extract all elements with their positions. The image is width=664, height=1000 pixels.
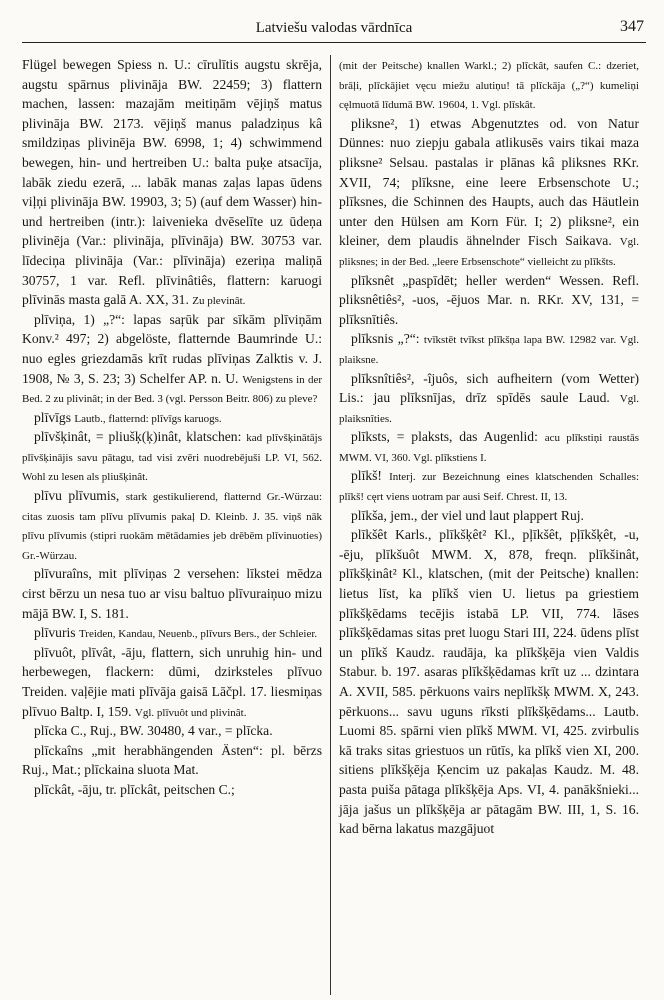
entry-text: plīkšêt Karls., plīkšķêt² Kl., pļīkšêt, pļīkšķêt, -u, -ēju, plīkšuôt MWM. X, 878, freqn. plīkšinât, plīkšķinât² Kl., klatschen, (mit der Peitsche) knallen: lietus līst, ka plīkš vien U. lietus pa griestiem plīkšķēdams tecējis istabā LP. VII, 774. lāses plīkšķēdamas sitas pret luogu Stari III, 224. ūdens plīst un plīkš Kaudz. raudāja, ka plīkšķēja vien Valdis Stabur. b. 197. asaras plīkšķēdamas krīt uz ... dzintara A. XVII, 585. pērkuons vairs neplīkšķ MWM. X, 243. pērkuons... savu uguns rīksti plīkšķēdams... Lautb. Luomi 85. spārni vien plīkš MWM. VI, 425. zvirbulis kā traks sitas griestuos un rūtīs, ka plīkš vien XI, 200. sitiens plīkšķēja Ķencim uz pakaļas Kaudz. M. 48. pasta puiša pātaga plīkšķēja Aps. VI, 4. panākšniekі... jāja jašus un plīkšķēja ar pātagām BW. III, 1, S. 16. kad bērna lakatus mazgājuot	[339, 527, 639, 837]
entry-note: kad plīvšķinātājs plīvšķinājis savu pātagu, tad visi zvēri nuodrebējuši LP. VI, 562. Wohl zu lesen als pliušķinât.	[22, 432, 323, 484]
entry-text: plīvuraîns, mit plīviņas 2 versehen: līkstei mēdza cirst bērzu un nesa tuo ar visu baltuo plīvuraiņuo mizu mājā BW. I, S. 181.	[22, 566, 322, 621]
right-column	[330, 55, 639, 995]
entry-text: plīkša, jem., der viel und laut plappert Ruj.	[351, 507, 584, 523]
entry-note: Wenigstens in der Bed. 2 zu plivinât; in der Bed. 3 (vgl. Persson Beitr. 806) zu pleve?	[22, 373, 322, 406]
entry-text: plīksnis „?“:	[351, 331, 420, 347]
columns	[22, 55, 646, 995]
entry-pliksket	[339, 525, 639, 839]
entry-text: plīksnîtiês², -îjuôs, sich aufheitern (vom Wetter) Lis.: jau plīksnījas, drīz spīdēs saule Laud.	[339, 370, 639, 406]
entry-text: plīkš!	[351, 468, 382, 484]
left-column	[22, 55, 330, 995]
entry-plivurains	[22, 564, 322, 623]
entry-plickat-cont	[339, 55, 639, 114]
entry-plivskinat	[22, 427, 322, 486]
entry-pliksts	[339, 427, 639, 466]
entry-text: plīckaîns „mit herabhängenden Ästen“: pl. bērzs Ruj., Mat.; plīckaina sluota Mat.	[22, 742, 322, 778]
entry-pliksa	[339, 506, 639, 526]
entry-plivuris	[22, 623, 322, 643]
entry-plivu-plivumis	[22, 486, 322, 564]
entry-plickat	[22, 780, 322, 800]
entry-text: plīvuôt, plīvât, -āju, flattern, sich unruhig hin- und herbewegen, flackern: dūmi, dzirksteles plīvuo Treiden. vaļējie mati plīvāja gaisā Lāčpl. 17. liesmiņas plīvuo Baltp. I, 159.	[22, 644, 322, 719]
entry-note: Interj. zur Bezeichnung eines klatschenden Schalles: plīkš! cęrt viens uotram par ausi Seif. Chrest. II, 13.	[339, 471, 639, 504]
entry-note: Vgl. plaiksnîties.	[339, 393, 639, 425]
entry-plivigs	[22, 408, 322, 428]
entry-text: plīvšķinât, = pliušķ(ķ)inât, klatschen:	[34, 429, 242, 445]
entry-pliksnis	[339, 329, 639, 368]
entry-pliksne	[339, 114, 639, 271]
entry-pliks-interj	[339, 466, 639, 505]
entry-note: Treiden, Kandau, Neuenb., plīvurs Bers., der Schleier.	[78, 628, 318, 641]
entry-text: Flügel bewegen Spiess n. U.: cīrulītis augstu skrēja, augstu spārnus plivināja BW. 22459; 3) flattern machen, lassen: mazajām meitiņām vējiņš matus plivināja BW. 2173. vējiņš manus paladziņus kâ smildziņas plivinēja BW. 6998, 1; 4) schwimmend bewegen, hin- und hertreiben U.: balta puķe atsacīja, labāk ziedu ezerā, ... labāk manas zaļas lapas ūdens viļņi plivināja BW. 19903, 3; 5) (auf dem Wasser) hin- und hertreiben (intr.): laivenieka dvēselīte uz ūdeņa plivinēja (Var.: plivināja, plīvināja) BW. 30753 var. līdeciņa plivināja (Var.: plīvināja) ezeriņa maliņā 30757, 1 var. Refl. plīvinâtiês, flattern: karuogi plīvinās masta galā A. XX, 31.	[22, 57, 322, 308]
page-header	[22, 8, 646, 43]
entry-note: acu plīkstiņi raustās MWM. VI, 360. Vgl. plīkstiens I.	[339, 432, 639, 464]
entry-note: Vgl. pliksnes; in der Bed. „leere Erbsenschote“ vielleicht zu plīkšts.	[339, 236, 639, 268]
entry-note: Lautb., flatternd: plīvīgs karuogs.	[74, 412, 222, 425]
entry-text: plīvuris	[34, 625, 76, 641]
entry-pliksnities	[339, 369, 639, 428]
entry-text: plīvu plīvumis,	[34, 488, 120, 504]
entry-plickains	[22, 741, 322, 780]
entry-note: Zu plevinât.	[192, 295, 246, 308]
entry-note: (mit der Peitsche) knallen Warkl.; 2) plīckât, saufen C.: dzeriet, brāļi, plīckājiet vęcu miežu alutiņu! tā plīckāja („?“) kumeliņi cęlmuotā līdumā BW. 19604, 1. Vgl. plīskât.	[339, 60, 639, 112]
entry-note: stark gestikulierend, flatternd Gr.-Würzau: citas zuosis tam plīvu plīvumis pakaļ D. Kleinb. J. 35. viņš nāk plīvu plīvumis (stipri ruokām mētādamies jeb drēbēm plīvinuoties) Gr.-Würzau.	[22, 491, 322, 562]
page-number: 347	[620, 18, 644, 35]
entry-note: Vgl. plīvuôt und plivinât.	[134, 706, 247, 719]
entry-pliksnet	[339, 271, 639, 330]
entry-text: plīvīgs	[34, 409, 72, 425]
entry-plicka	[22, 721, 322, 741]
entry-note: tvīkstēt tvīkst plīkšņa lapa BW. 12982 var. Vgl. plaiksne.	[339, 334, 639, 366]
entry-plivuot	[22, 643, 322, 721]
entry-flugel-bewegen	[22, 55, 322, 310]
page-title: Latviešu valodas vārdnīca	[255, 20, 413, 36]
entry-text: plīksnêt „paspīdēt; heller werden“ Wessen. Refl. pliksnêtiês², -uos, -ējuos Mar. n. RKr. XV, 131, = plīksnītiês.	[339, 272, 639, 327]
entry-text: plīcka C., Ruj., BW. 30480, 4 var., = plīcka.	[34, 723, 273, 739]
entry-text: pliksne², 1) etwas Abgenutztes od. von Natur Dünnes: nuo ziepju gabala atlikusēs vairs tikai maza pliksne² Selsau. pastalas ir plānas kâ pliksnes RKr. XVII, 74; plīksne, eine leere Erbsenschote U.; plīksnes, die Schinnen des Haupts, auch das Häutlein unter den Hülsen am Korn Für. I; 2) pliksne², ein kleiner, dem plaudis ähnelnder Fisch Saikava.	[339, 115, 639, 249]
entry-text: plīviņa, 1) „?“: lapas saŗūk par sīkām plīviņām Konv.² 497; 2) abgelöste, flatternde Baumrinde U.: nuo egles griezdamās krīt rudas plīviņas Zalktis v. J. 1908, № 3, S. 23; 3) Schelfer AP. n. U.	[22, 311, 322, 386]
entry-text: plīksts, = plaksts, das Augenlid:	[351, 429, 538, 445]
entry-text: plīckât, -āju, tr. plīckât, peitschen C.;	[34, 781, 235, 797]
entry-pliviņa	[22, 310, 322, 408]
